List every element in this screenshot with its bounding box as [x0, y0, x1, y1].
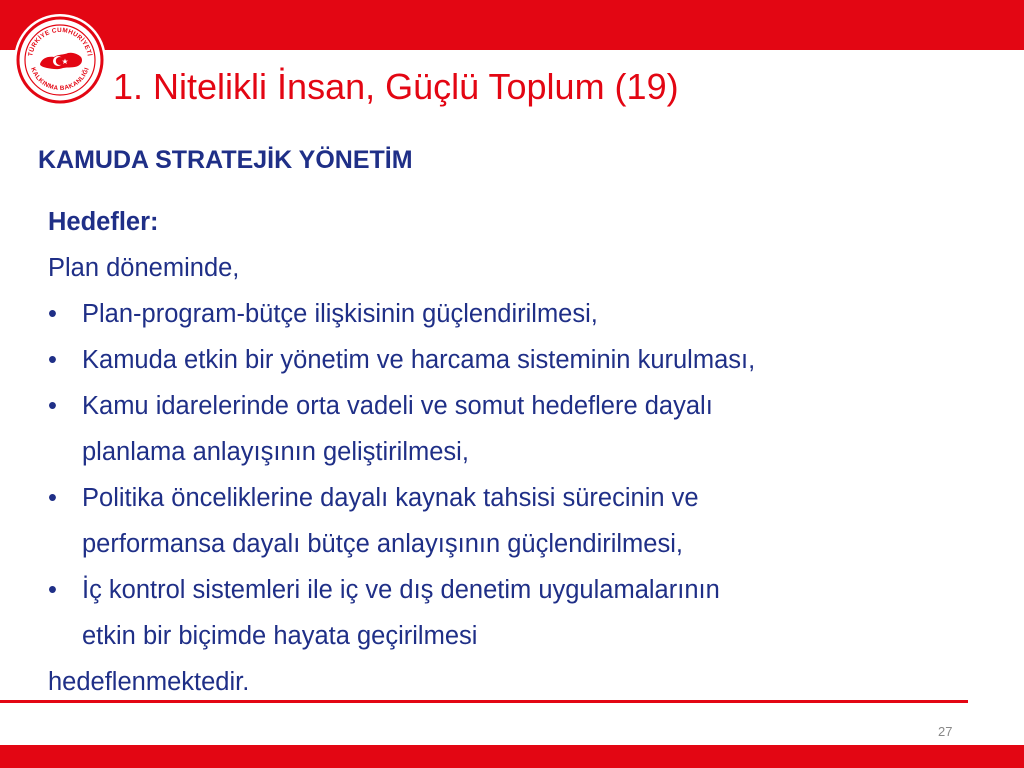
page-number: 27 — [938, 724, 953, 739]
intro-text: Plan döneminde, — [48, 254, 240, 282]
bullet-icon: • — [48, 484, 57, 512]
list-item-text: Politika önceliklerine dayalı kaynak tahsisi sürecinin ve — [82, 484, 699, 512]
list-item-text-continued: etkin bir biçimde hayata geçirilmesi — [82, 622, 478, 650]
slide-body — [48, 199, 998, 705]
list-item-text-continued: performansa dayalı bütçe anlayışının güçlendirilmesi, — [82, 530, 683, 558]
list-item-text: Plan-program-bütçe ilişkisinin güçlendirilmesi, — [82, 300, 598, 328]
goals-heading: Hedefler: — [48, 208, 159, 236]
list-item — [48, 567, 998, 659]
logo-bottom-text: KALKINMA BAKANLIĞI — [29, 66, 91, 93]
list-item — [48, 337, 998, 383]
list-item-text: Kamu idarelerinde orta vadeli ve somut hedeflere dayalı — [82, 392, 713, 420]
ministry-emblem-icon — [16, 16, 104, 104]
bullet-icon: • — [48, 346, 57, 374]
bullet-icon: • — [48, 300, 57, 328]
list-item — [48, 383, 998, 475]
top-banner — [0, 0, 1024, 50]
bottom-banner — [0, 745, 1024, 768]
list-item-text-continued: planlama anlayışının geliştirilmesi, — [82, 438, 469, 466]
bullet-icon: • — [48, 576, 57, 604]
slide-title: 1. Nitelikli İnsan, Güçlü Toplum (19) — [113, 66, 679, 107]
list-item-text: Kamuda etkin bir yönetim ve harcama sisteminin kurulması, — [82, 346, 756, 374]
footer-divider — [0, 700, 968, 703]
goals-list — [48, 291, 998, 659]
list-item-text: İç kontrol sistemleri ile iç ve dış denetim uygulamalarının — [82, 576, 720, 604]
list-item — [48, 291, 998, 337]
section-heading: KAMUDA STRATEJİK YÖNETİM — [38, 146, 413, 174]
logo-top-text: TÜRKİYE CUMHURİYETİ — [27, 26, 93, 57]
list-item — [48, 475, 998, 567]
ministry-logo — [16, 16, 104, 104]
bullet-icon: • — [48, 392, 57, 420]
closing-text: hedeflenmektedir. — [48, 668, 250, 696]
